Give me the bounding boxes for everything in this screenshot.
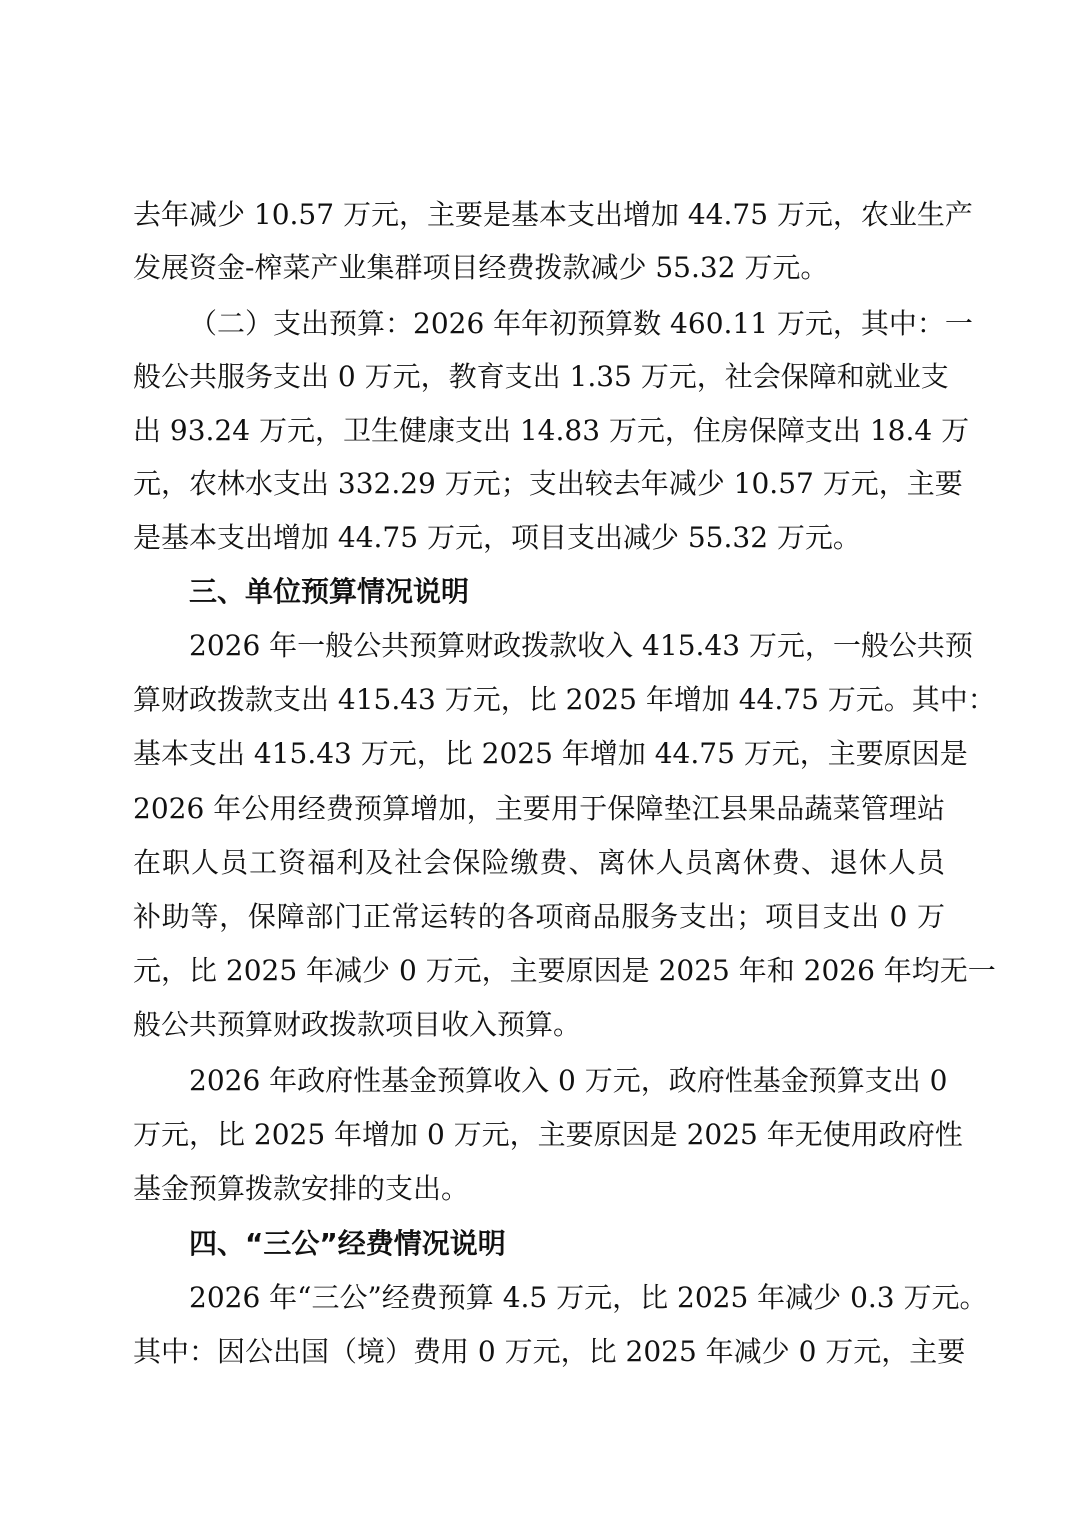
text-line: 元，比 2025 年减少 0 万元，主要原因是 2025 年和 2026 年均无一	[133, 954, 996, 987]
text-line: 般公共预算财政拨款项目收入预算。	[133, 1008, 582, 1041]
text-line: 2026 年“三公”经费预算 4.5 万元，比 2025 年减少 0.3 万元。	[189, 1281, 988, 1314]
text-line: （二）支出预算：2026 年年初预算数 460.11 万元，其中：一	[189, 307, 973, 340]
text-line: 般公共服务支出 0 万元，教育支出 1.35 万元，社会保障和就业支	[133, 360, 949, 393]
text-line: 补助等，保障部门正常运转的各项商品服务支出；项目支出 0 万	[133, 900, 945, 933]
text-line: 在职人员工资福利及社会保险缴费、离休人员离休费、退休人员	[133, 846, 945, 879]
section-heading: 三、单位预算情况说明	[189, 575, 470, 608]
text-line: 发展资金-榨菜产业集群项目经费拨款减少 55.32 万元。	[133, 251, 829, 284]
text-line: 算财政拨款支出 415.43 万元，比 2025 年增加 44.75 万元。其中：	[133, 683, 996, 716]
text-line: 基金预算拨款安排的支出。	[133, 1172, 470, 1205]
text-line: 2026 年一般公共预算财政拨款收入 415.43 万元，一般公共预	[189, 629, 973, 662]
text-line: 是基本支出增加 44.75 万元，项目支出减少 55.32 万元。	[133, 521, 861, 554]
text-line: 基本支出 415.43 万元，比 2025 年增加 44.75 万元，主要原因是	[133, 737, 968, 770]
text-line: 去年减少 10.57 万元，主要是基本支出增加 44.75 万元，农业生产	[133, 198, 973, 231]
text-line: 万元，比 2025 年增加 0 万元，主要原因是 2025 年无使用政府性	[133, 1118, 963, 1151]
text-line: 元，农林水支出 332.29 万元；支出较去年减少 10.57 万元，主要	[133, 467, 963, 500]
text-line: 2026 年公用经费预算增加，主要用于保障垫江县果品蔬菜管理站	[133, 792, 945, 825]
section-heading: 四、“三公”经费情况说明	[189, 1227, 506, 1260]
text-line: 出 93.24 万元，卫生健康支出 14.83 万元，住房保障支出 18.4 万	[133, 414, 970, 447]
text-line: 2026 年政府性基金预算收入 0 万元，政府性基金预算支出 0	[189, 1064, 948, 1097]
text-line: 其中：因公出国（境）费用 0 万元，比 2025 年减少 0 万元，主要	[133, 1335, 966, 1368]
